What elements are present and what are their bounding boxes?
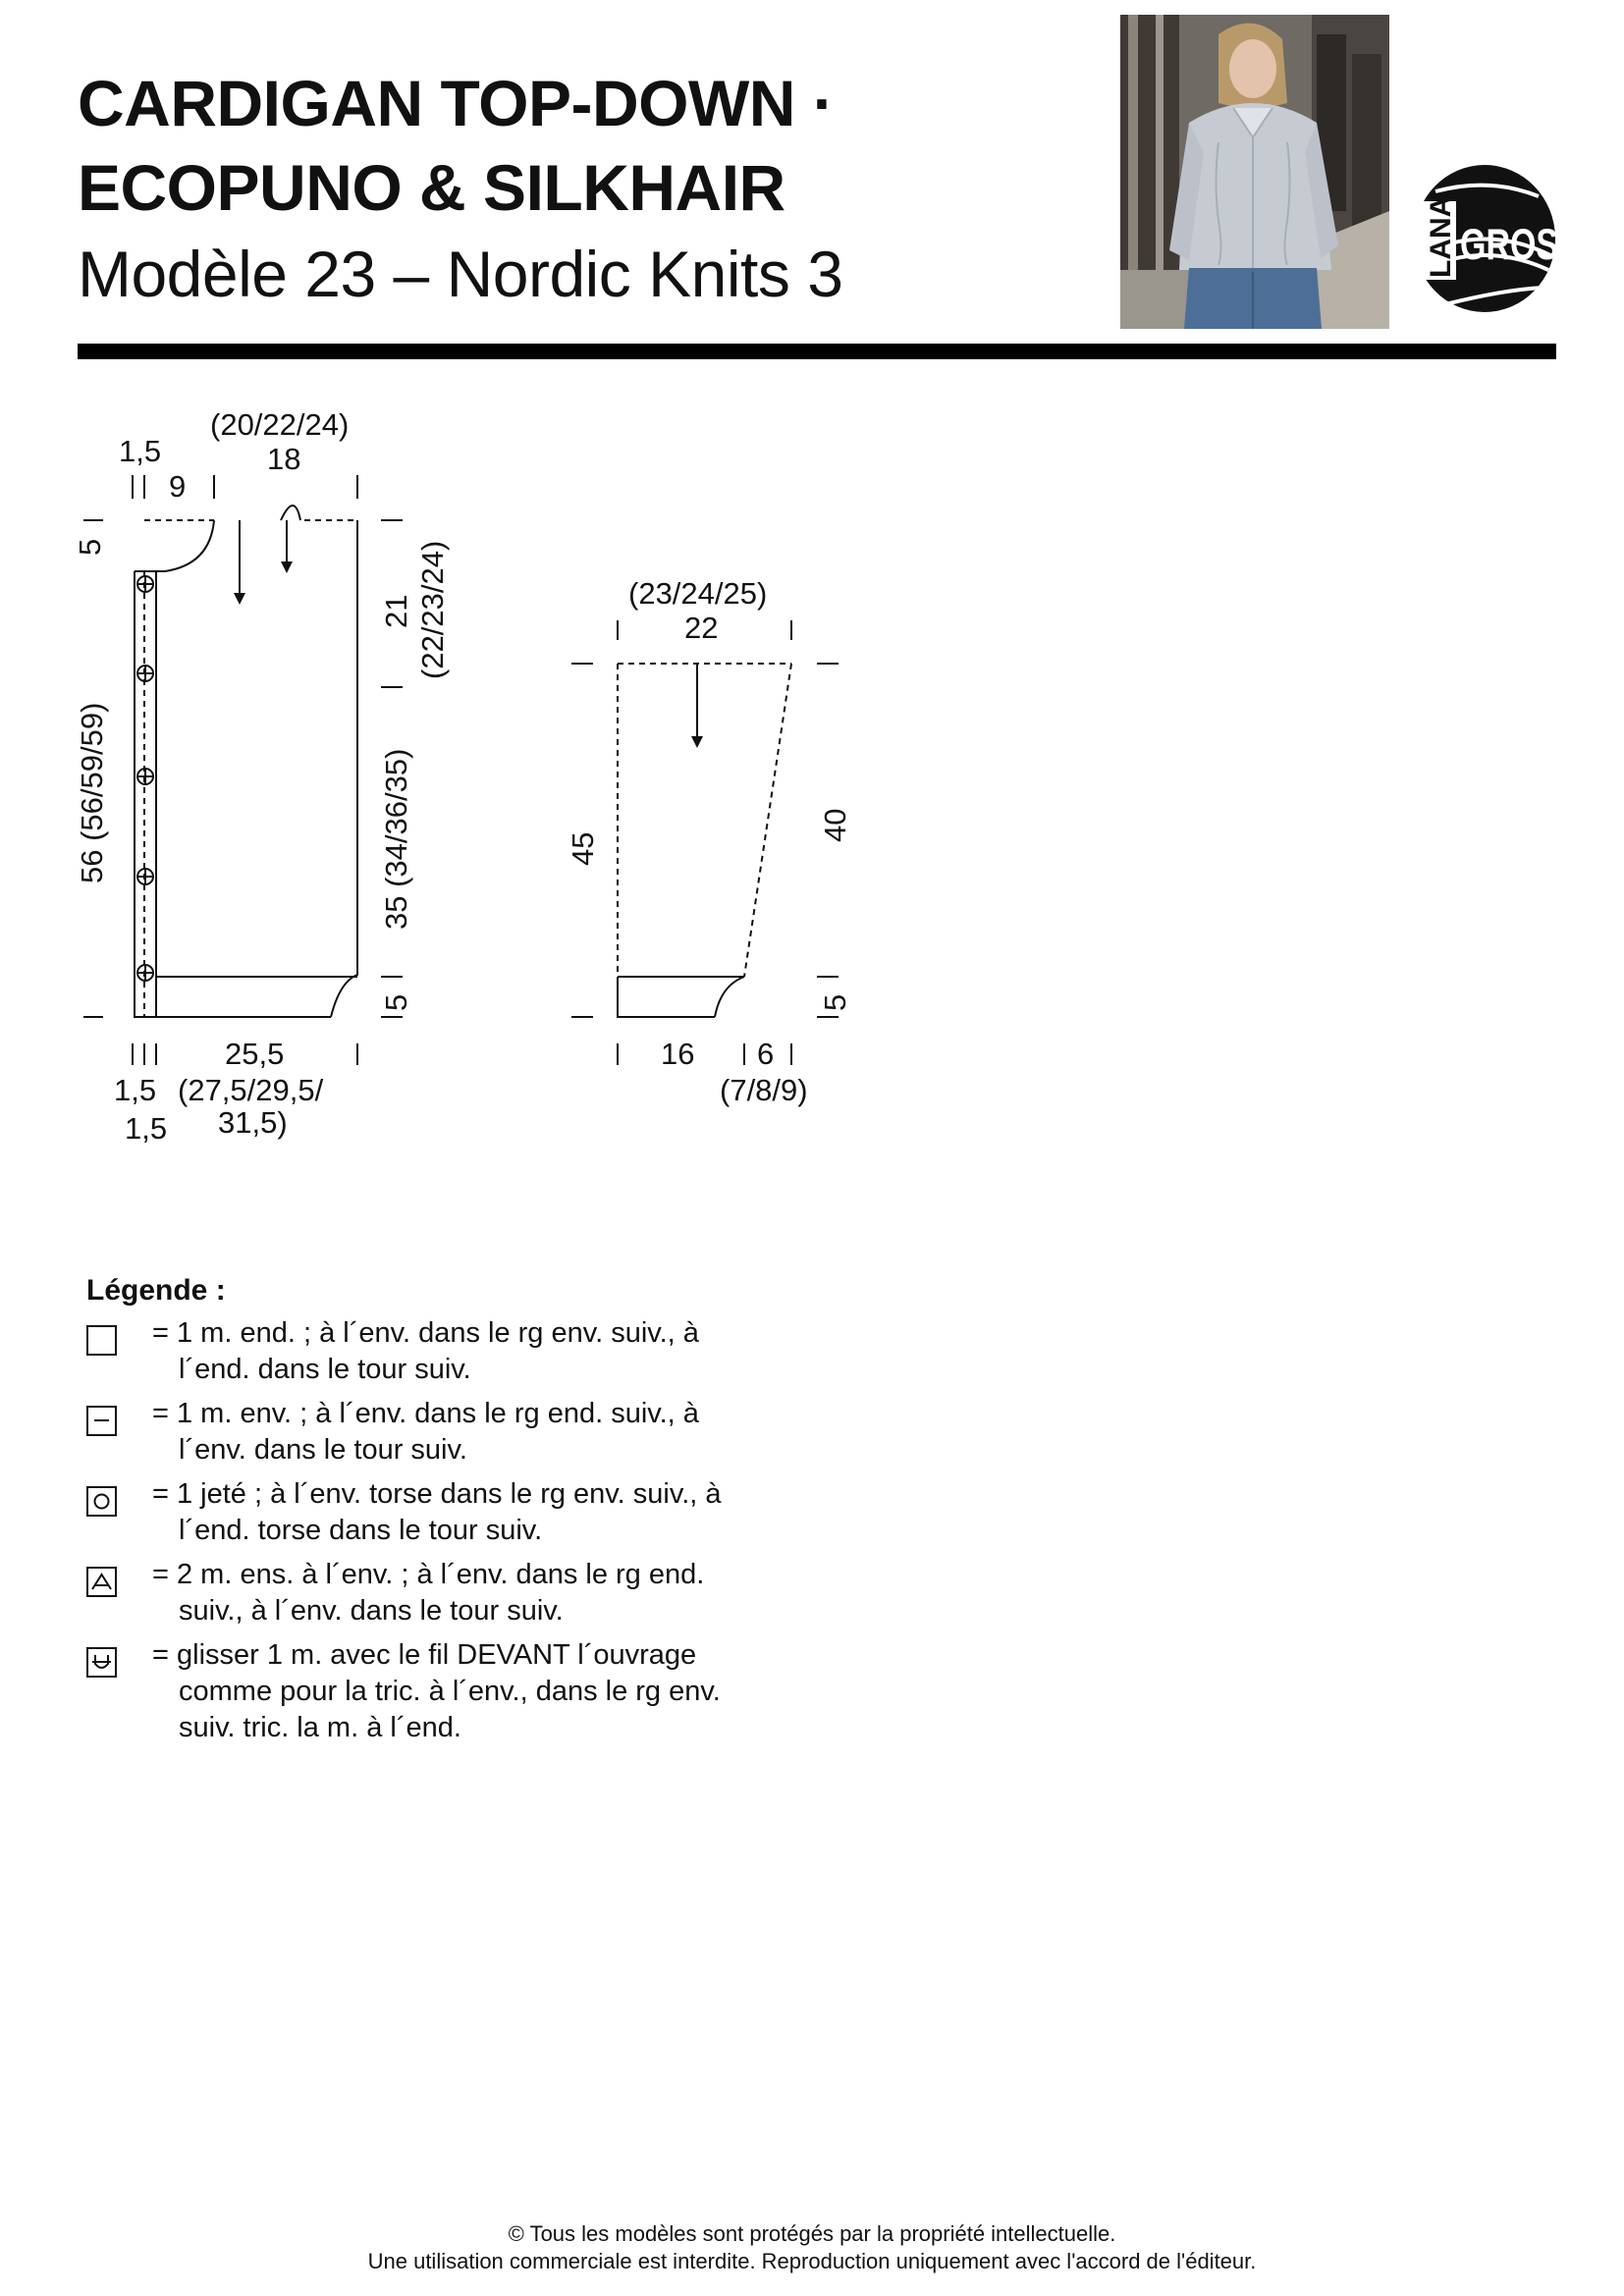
legend-line: l´end. dans le tour suiv. (179, 1354, 471, 1385)
label-right-upper-sizes: (22/23/24) (415, 540, 450, 679)
label-sleeve-right: 40 (818, 808, 852, 842)
legend-line: = 2 m. ens. à l´env. ; à l´env. dans le rg end. (152, 1559, 705, 1590)
legend-item (86, 1637, 774, 1746)
empty-square-icon (86, 1325, 117, 1356)
label-sleeve-bottom-width: 16 (661, 1037, 695, 1071)
label-right-bottom: 5 (379, 993, 413, 1011)
footer-line2: Une utilisation commerciale est interdite. Reproduction uniquement avec l'accord de l'éditeur. (367, 2249, 1257, 2273)
label-bottom-band1: 1,5 (114, 1073, 157, 1107)
label-bottom-sizes-2: 31,5) (218, 1105, 288, 1140)
label-sleeve-top: 22 (684, 611, 719, 645)
legend-line: = 1 m. env. ; à l´env. dans le rg end. suiv., à (152, 1398, 699, 1429)
body-outline (135, 520, 357, 1017)
svg-text:GROSSA: GROSSA (1460, 220, 1605, 269)
page-title-line2: ECOPUNO & SILKHAIR (78, 151, 785, 224)
legend-item (86, 1315, 774, 1388)
label-left-total: 56 (56/59/59) (75, 702, 109, 883)
dash-square-icon (86, 1406, 117, 1436)
label-sleeve-bottom-side: 6 (757, 1037, 775, 1071)
page-subtitle: Modèle 23 – Nordic Knits 3 (78, 238, 843, 310)
legend-item (86, 1557, 774, 1629)
label-top-shoulder: 18 (267, 442, 301, 476)
legend-line: = glisser 1 m. avec le fil DEVANT l´ouvrage (152, 1639, 697, 1671)
legend-title: Légende : (86, 1274, 226, 1307)
legend-line: = 1 m. end. ; à l´env. dans le rg env. suiv., à (152, 1317, 699, 1349)
legend-line: = 1 jeté ; à l´env. torse dans le rg env. suiv., à (152, 1478, 722, 1510)
circle-square-icon (86, 1486, 117, 1517)
label-right-upper: 21 (379, 594, 413, 628)
label-top-band: 1,5 (119, 434, 162, 468)
label-sleeve-right-bottom: 5 (818, 993, 852, 1011)
legend-line: suiv. tric. la m. à l´end. (179, 1712, 461, 1743)
footer-line1: © Tous les modèles sont protégés par la propriété intellectuelle. (508, 2221, 1116, 2246)
label-bottom-band2: 1,5 (125, 1111, 168, 1146)
label-sleeve-bottom-sizes: (7/8/9) (720, 1073, 808, 1107)
label-left-top: 5 (73, 538, 107, 556)
legend-item (86, 1396, 774, 1468)
label-bottom-sizes-1: (27,5/29,5/ (178, 1073, 324, 1107)
legend-line: l´end. torse dans le tour suiv. (179, 1515, 543, 1546)
label-top-neck: 9 (169, 469, 187, 504)
legend-line: comme pour la tric. à l´env., dans le rg env. (179, 1676, 721, 1707)
label-right-lower: 35 (34/36/35) (379, 748, 413, 930)
label-bottom-width: 25,5 (225, 1037, 285, 1071)
legend-line: l´env. dans le tour suiv. (179, 1434, 467, 1466)
legend-item (86, 1476, 774, 1549)
sleeve-outline (618, 664, 791, 1017)
label-top-shoulder-sizes: (20/22/24) (210, 407, 350, 442)
label-sleeve-top-sizes: (23/24/25) (628, 576, 768, 611)
page-title-line1: CARDIGAN TOP-DOWN · (78, 67, 835, 139)
slip-square-icon (86, 1647, 117, 1678)
footer (0, 2220, 1624, 2275)
legend (86, 1274, 774, 1754)
label-sleeve-left: 45 (566, 831, 600, 866)
legend-line: suiv., à l´env. dans le tour suiv. (179, 1595, 564, 1627)
svg-text:LANA: LANA (1425, 195, 1457, 278)
decrease-square-icon (86, 1567, 117, 1597)
